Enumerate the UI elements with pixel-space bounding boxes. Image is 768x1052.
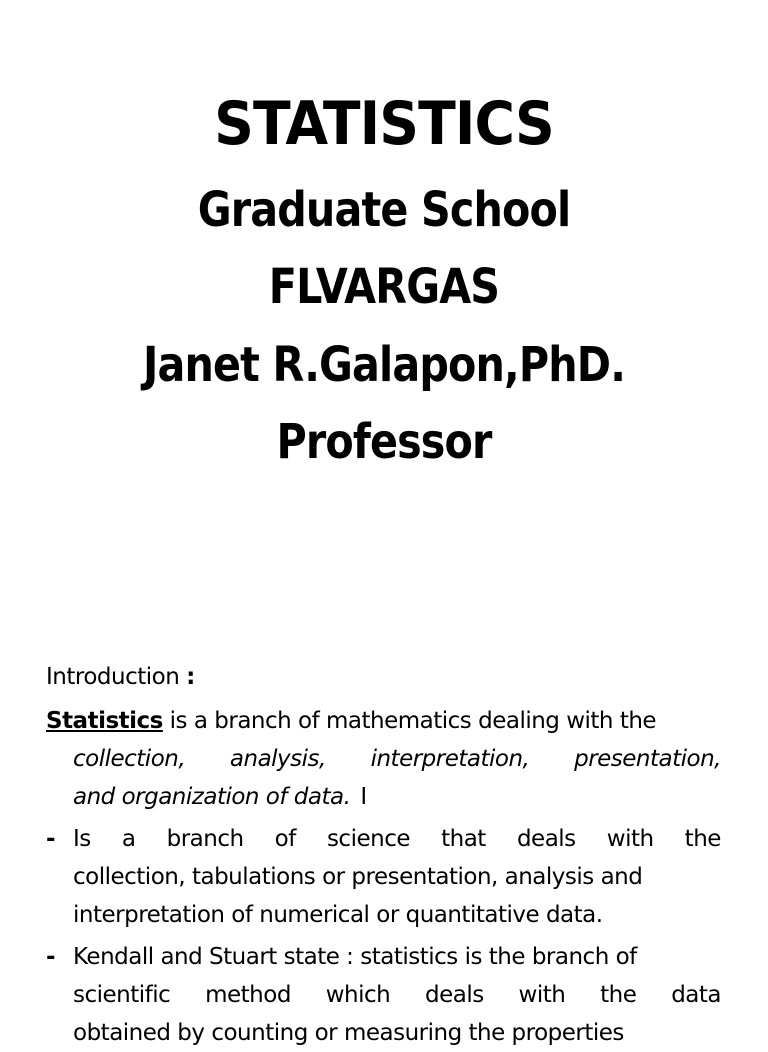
word: branch xyxy=(166,826,244,852)
word: deals xyxy=(516,826,576,852)
definition-term: Statistics xyxy=(46,708,163,734)
intro-heading-colon: : xyxy=(186,664,195,690)
word: method xyxy=(205,982,291,1008)
bullet-line: collection, tabulations or presentation, analysis and xyxy=(73,864,643,890)
word: that xyxy=(441,826,486,852)
word: of xyxy=(274,826,296,852)
word: presentation, xyxy=(574,746,721,772)
definition-italic-line-2 xyxy=(73,778,367,816)
subtitle-role: Professor xyxy=(276,414,492,470)
intro-heading-label: Introduction xyxy=(46,664,180,690)
subtitle-school: Graduate School xyxy=(197,182,571,238)
page-title: STATISTICS xyxy=(214,89,554,159)
definition-line xyxy=(46,702,656,740)
word: scientific xyxy=(73,982,171,1008)
word: the xyxy=(684,826,721,852)
bullet-line xyxy=(73,976,721,1014)
bullet-dash: - xyxy=(46,944,56,970)
definition-italic-line-1 xyxy=(73,740,721,778)
subtitle-author: Janet R.Galapon,PhD. xyxy=(142,337,626,393)
word: which xyxy=(325,982,391,1008)
word: interpretation, xyxy=(370,746,530,772)
word: the xyxy=(600,982,637,1008)
word: with xyxy=(606,826,654,852)
definition-italic-text: and organization of data. xyxy=(73,784,351,810)
bullet-dash: - xyxy=(46,826,56,852)
word: science xyxy=(326,826,410,852)
subtitle-institution: FLVARGAS xyxy=(268,259,500,315)
definition-text: is a branch of mathematics dealing with the xyxy=(169,708,657,734)
text-cursor-mark: I xyxy=(360,784,367,810)
word: data xyxy=(671,982,721,1008)
word: a xyxy=(121,826,136,852)
content-section xyxy=(46,658,721,1046)
word: Is xyxy=(73,826,91,852)
bullet-line: Kendall and Stuart state : statistics is the branch of xyxy=(73,944,637,970)
bullet-line: interpretation of numerical or quantitative data. xyxy=(73,902,603,928)
bullet-line: obtained by counting or measuring the properties xyxy=(73,1020,624,1046)
bullet-line xyxy=(73,820,721,858)
word: analysis, xyxy=(229,746,326,772)
word: with xyxy=(518,982,566,1008)
word: deals xyxy=(425,982,484,1008)
word: collection, xyxy=(73,746,186,772)
intro-heading xyxy=(46,658,195,696)
